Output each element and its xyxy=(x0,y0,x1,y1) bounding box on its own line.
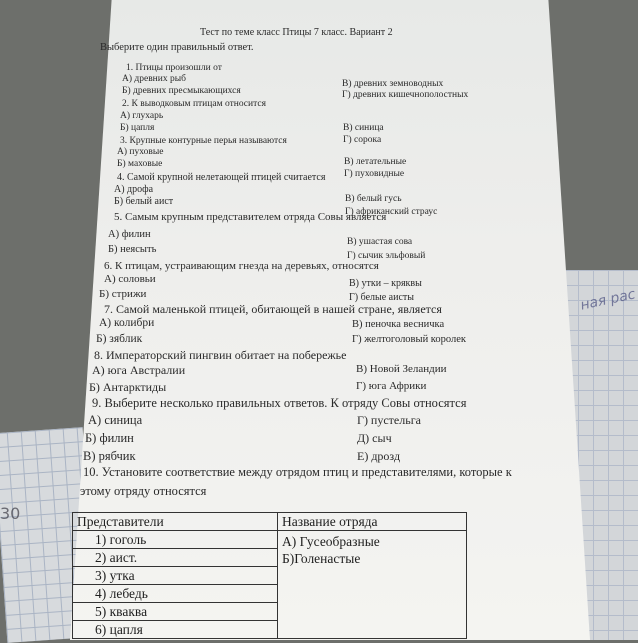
question-3: 3. Крупные контурные перья называются xyxy=(120,136,287,146)
q3-option-c: В) летательные xyxy=(344,157,407,167)
table-row-rep-5: 5) кваква xyxy=(73,603,278,621)
q6-option-a: А) соловьи xyxy=(104,273,156,285)
question-10-line2: этому отряду относятся xyxy=(80,484,207,498)
q6-option-d: Г) белые аисты xyxy=(349,292,414,303)
q9-option-a: А) синица xyxy=(88,413,143,427)
q9-option-d: Г) пустельга xyxy=(357,413,421,427)
q1-option-d: Г) древних кишечнополостных xyxy=(342,90,469,100)
q3-option-a: А) пуховые xyxy=(117,147,164,157)
q2-option-a: А) глухарь xyxy=(120,111,164,121)
q3-option-b: Б) маховые xyxy=(117,159,163,169)
table-row-rep-3: 3) утка xyxy=(73,567,278,585)
q5-option-b: Б) неясыть xyxy=(108,244,157,255)
q7-option-b: Б) зяблик xyxy=(96,333,143,345)
table-row-rep-6: 6) цапля xyxy=(73,621,278,639)
q1-option-b: Б) древних пресмыкающихся xyxy=(122,86,241,96)
q3-option-d: Г) пуховидные xyxy=(344,169,405,179)
q7-option-d: Г) желтоголовый королек xyxy=(352,334,466,345)
question-9: 9. Выберите несколько правильных ответов. К отряду Совы относятся xyxy=(92,396,467,410)
table-row-rep-4: 4) лебедь xyxy=(73,585,278,603)
table-orders-cell xyxy=(278,531,467,639)
q7-option-a: А) колибри xyxy=(99,317,155,329)
table-header-order: Название отряда xyxy=(278,513,467,531)
q9-option-c: В) рябчик xyxy=(83,449,136,463)
q2-option-d: Г) сорока xyxy=(343,135,382,145)
question-8: 8. Императорский пингвин обитает на побережье xyxy=(94,348,347,362)
q4-option-d: Г) африканский страус xyxy=(345,207,438,217)
question-4: 4. Самой крупной нелетающей птицей считается xyxy=(117,172,326,183)
q5-option-a: А) филин xyxy=(108,229,151,240)
q7-option-c: В) пеночка весничка xyxy=(352,319,445,330)
table-row-rep-1: 1) гоголь xyxy=(73,531,278,549)
q8-option-d: Г) юга Африки xyxy=(356,380,427,392)
test-title: Тест по теме класс Птицы 7 класс. Вариант 2 xyxy=(200,27,393,38)
q9-option-f: Е) дрозд xyxy=(357,449,401,463)
q9-option-b: Б) филин xyxy=(85,431,134,445)
q8-option-c: В) Новой Зеландии xyxy=(356,363,447,375)
q6-option-c: В) утки – кряквы xyxy=(349,278,422,289)
handwriting-right: ная рас xyxy=(579,286,638,314)
q1-option-c: В) древних земноводных xyxy=(342,79,444,89)
question-2: 2. К выводковым птицам относится xyxy=(122,99,266,109)
question-5: 5. Самым крупным представителем отряда Совы является xyxy=(114,211,387,223)
q8-option-b: Б) Антарктиды xyxy=(89,380,167,394)
q4-option-c: В) белый гусь xyxy=(345,194,402,204)
q8-option-a: А) юга Австралии xyxy=(92,363,186,377)
q2-option-c: В) синица xyxy=(343,123,384,133)
question-6: 6. К птицам, устраивающим гнезда на деревьях, относятся xyxy=(104,260,379,272)
handwriting-left: 30 xyxy=(0,504,21,523)
instruction: Выберите один правильный ответ. xyxy=(100,42,254,53)
q1-option-a: А) древних рыб xyxy=(122,74,186,84)
q4-option-a: А) дрофа xyxy=(114,184,154,195)
order-b: Б)Голенастые xyxy=(282,551,361,566)
q6-option-b: Б) стрижи xyxy=(99,288,147,300)
table-header-representatives: Представители xyxy=(73,513,278,531)
matching-table xyxy=(72,512,467,639)
question-7: 7. Самой маленькой птицей, обитающей в нашей стране, является xyxy=(104,302,442,316)
table-row-rep-2: 2) аист. xyxy=(73,549,278,567)
q4-option-b: Б) белый аист xyxy=(114,196,174,207)
q5-option-c: В) ушастая сова xyxy=(347,237,413,247)
q5-option-d: Г) сычик эльфовый xyxy=(347,251,426,261)
order-a: А) Гусеобразные xyxy=(282,534,380,549)
q2-option-b: Б) цапля xyxy=(120,123,155,133)
question-10-line1: 10. Установите соответствие между отрядом птиц и представителями, которые к xyxy=(83,465,512,479)
q9-option-e: Д) сыч xyxy=(357,431,392,445)
question-1: 1. Птицы произошли от xyxy=(126,63,222,73)
